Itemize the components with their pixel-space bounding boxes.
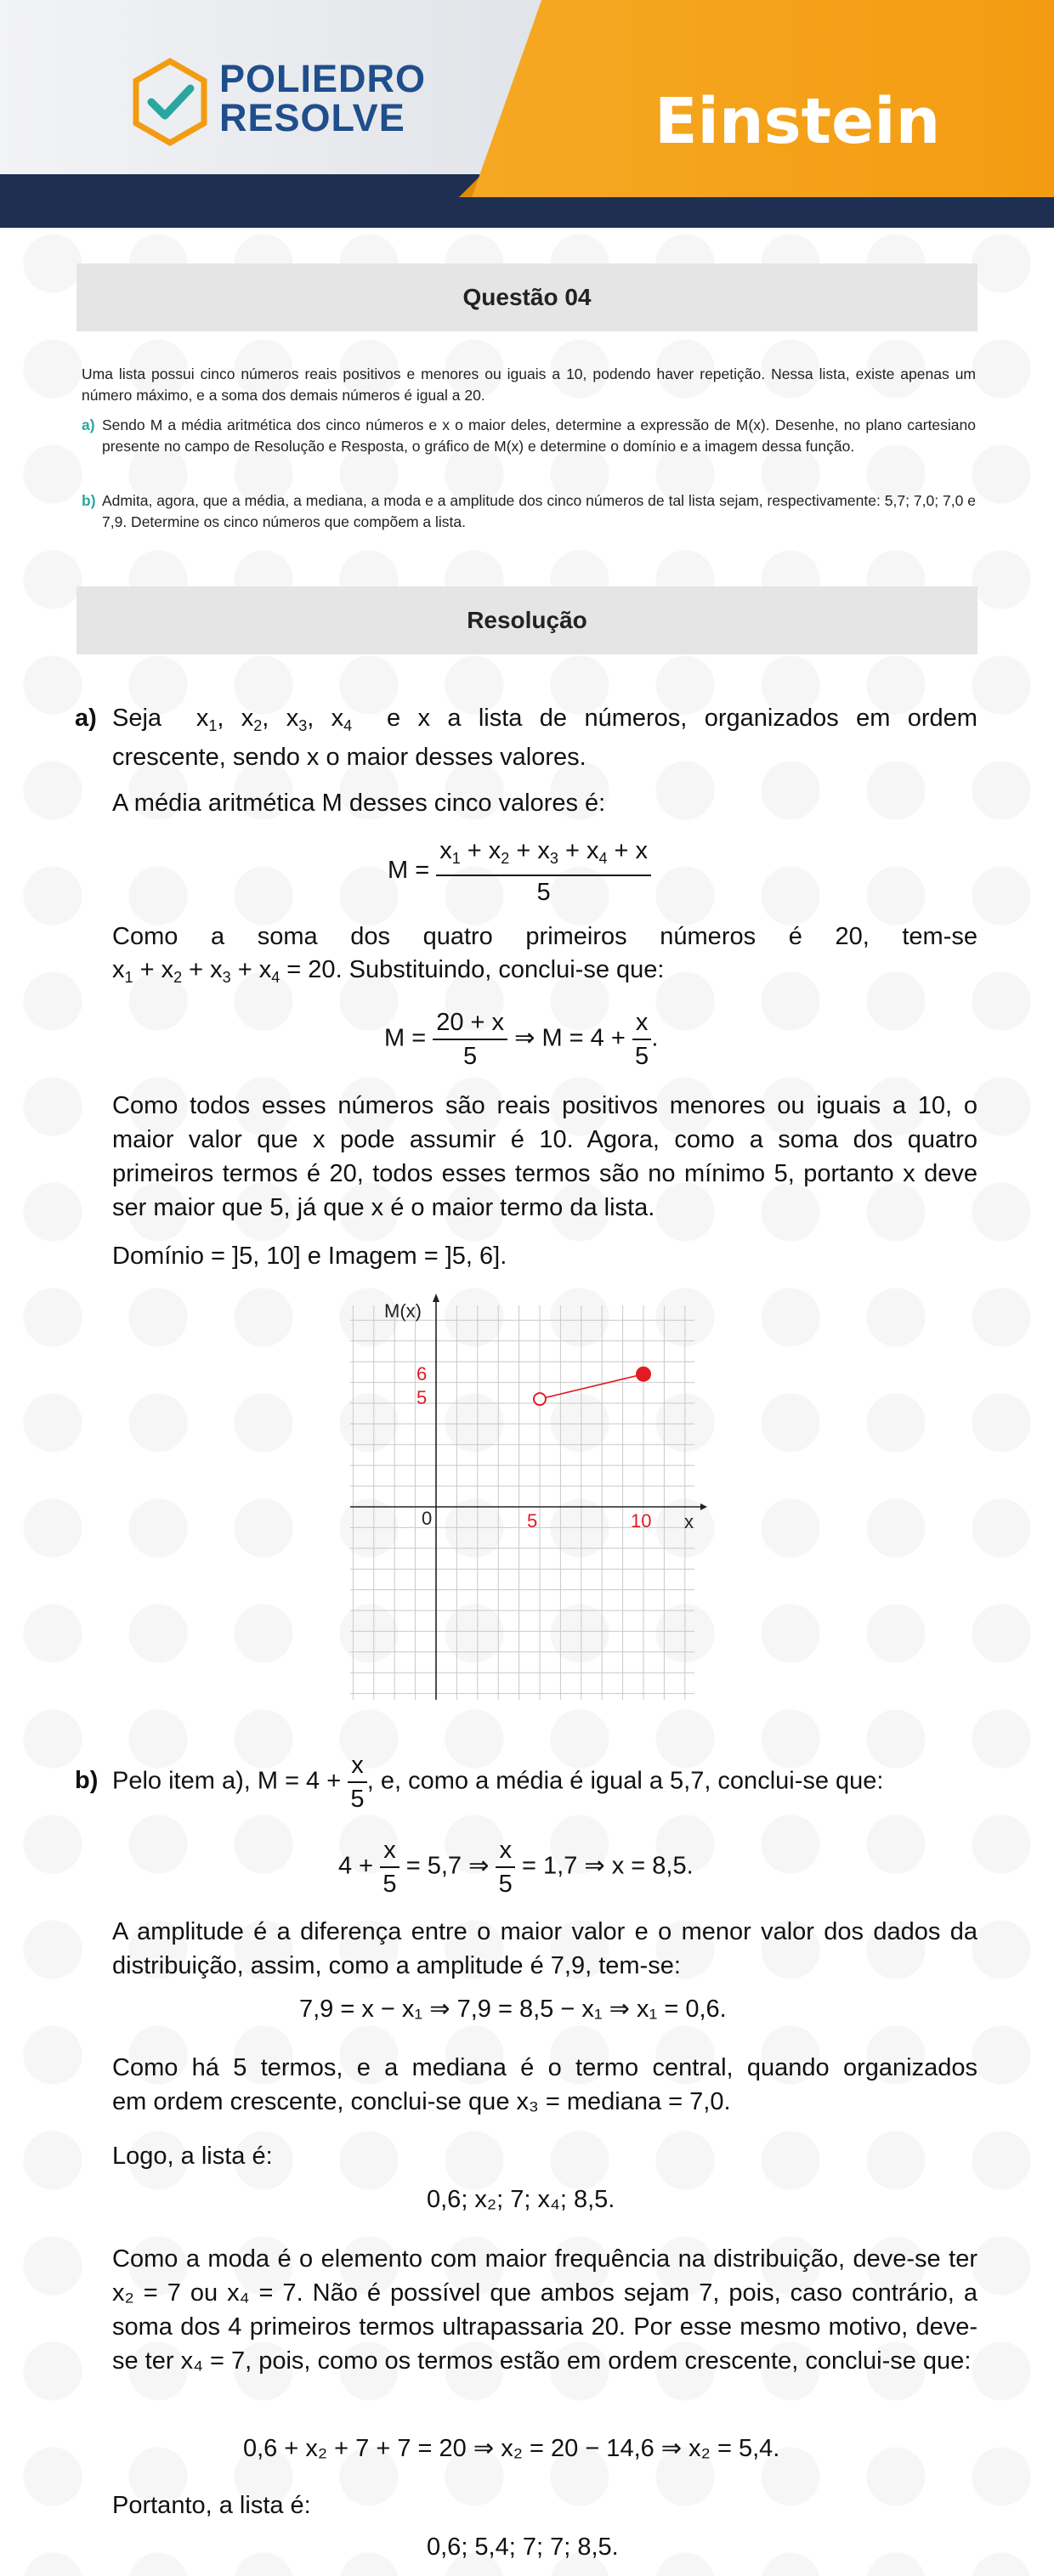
- resolution-a-line1: [112, 701, 978, 743]
- resolution-a-p2: A média aritmética M desses cinco valores é:: [112, 790, 606, 817]
- function-segment: [540, 1374, 643, 1399]
- resolution-b-p4: Logo, a lista é:: [112, 2143, 273, 2170]
- y-tick-5: 5: [416, 1387, 428, 1408]
- question-statement: Uma lista possui cinco números reais positivos e menores ou iguais a 10, podendo haver repetição. Nessa lista, existe apenas um número máximo, e a soma dos demais números é igual a 20.: [82, 365, 976, 404]
- m-of-x-graph: [350, 1292, 707, 1700]
- resolution-a-line2: crescente, sendo x o maior desses valores.: [112, 744, 586, 771]
- item-b-text: Admita, agora, que a média, a mediana, a moda e a amplitude dos cinco números de tal lista sejam, respectivamente: 5,7; 7,0; 7,0 e 7,9. Determine os cinco números que compõem a lista.: [102, 492, 976, 530]
- image-label: e Imagem =: [307, 1243, 439, 1270]
- resolution-a-p3-line2: $x_1 + x_2 + x_3 + x_4 = 20$. Substituindo, conclui-se que:: [112, 956, 665, 986]
- item-a-label: a): [82, 416, 95, 433]
- brand-line-2: RESOLVE: [219, 96, 405, 139]
- x-tick-5: 5: [527, 1510, 538, 1531]
- resolution-b-p2: A amplitude é a diferença entre o maior valor e o menor valor dos dados da distribuição, assim, como a amplitude é 7,9, tem-se:: [112, 1918, 978, 1979]
- resolution-a-p4: Como todos esses números são reais positivos menores ou iguais a 10, o maior valor que x pode assumir é 10. Agora, como a soma dos quatro primeiros termos é 20, todos esses termos são no mínimo 5, portanto x deve ser maior que 5, já que x é o maior termo da lista.: [112, 1092, 978, 1221]
- b-list-1: 0,6; x₂; 7; x₄; 8,5.: [427, 2186, 615, 2213]
- question-item-b: [82, 490, 976, 533]
- resolution-b-line1: Pelo item a), M = 4 + $\frac{x}{5}$ , e, como a média é igual a 5,7, conclui-se que:: [112, 1749, 884, 1815]
- origin-label: 0: [422, 1508, 433, 1529]
- domain-label: Domínio =: [112, 1243, 225, 1270]
- m-of-x-formula: M = $\frac{20 + x}{5}$ ⇒ M = 4 + $\frac{x}{5}$ .: [384, 1006, 658, 1073]
- seja-word: Seja: [112, 705, 162, 732]
- p3-line2-end: . Substituindo, conclui-se que:: [335, 956, 665, 983]
- x-axis-label: x: [684, 1511, 694, 1532]
- resolution-a-p3-line1: Como a soma dos quatro primeiros números é 20, tem-se: [112, 923, 978, 950]
- brand-logo-text: [219, 59, 426, 138]
- domain-image-line: [112, 1239, 978, 1273]
- poliedro-check-logo-icon: [129, 58, 211, 146]
- b-equation-2: 7,9 = x − x₁ ⇒ 7,9 = 8,5 − x₁ ⇒ x₁ = 0,6.: [299, 1996, 727, 2023]
- resolution-b-p5: Como a moda é o elemento com maior frequência na distribuição, deve-se ter x₂ = 7 ou x₄ = 7. Não é possível que ambos sejam 7, pois, caso contrário, a soma dos 4 primeiros termos ultrapassaria 20. Por esse mesmo motivo, deve-se ter x₄ = 7, pois, como os termos estão em ordem crescente, conclui-se que:: [112, 2245, 978, 2375]
- open-point: [534, 1393, 546, 1405]
- y-tick-6: 6: [416, 1363, 428, 1384]
- resolution-title-bar: Resolução: [76, 586, 978, 654]
- y-axis-label: M(x): [384, 1300, 422, 1322]
- graph-grid: [350, 1305, 694, 1700]
- b-list-2: 0,6; 5,4; 7; 7; 8,5.: [427, 2534, 619, 2561]
- item-b-label: b): [82, 492, 96, 509]
- resolution-b-p3-line1: Como há 5 termos, e a mediana é o termo central, quando organizados: [112, 2054, 978, 2081]
- b-equation-1: 4 + $\frac{x}{5}$ = 5,7 ⇒ $\frac{x}{5}$ = 1,7 ⇒ x = 8,5.: [338, 1834, 694, 1900]
- question-title-bar: Questão 04: [76, 263, 978, 331]
- page-header: [0, 0, 1054, 228]
- resolution-b-p3-line2: [112, 2085, 978, 2119]
- exam-title: Einstein: [654, 85, 941, 158]
- resolution-b-label: b): [75, 1767, 99, 1794]
- image-value: ]5, 6].: [445, 1243, 507, 1270]
- b-p3-start: em ordem crescente, conclui-se que: [112, 2088, 510, 2115]
- mean-formula: M = $\frac{x_1 + x_2 + x_3 + x_4 + x}{5}$: [388, 835, 651, 909]
- resolution-b-p6: Portanto, a lista é:: [112, 2492, 311, 2519]
- resolution-a-label: a): [75, 705, 97, 732]
- domain-value: ]5, 10]: [232, 1243, 301, 1270]
- b-line1-start: Pelo item a),: [112, 1767, 251, 1795]
- variables-list: $x_1$, $x_2$, $x_3$, $x_4$: [196, 705, 353, 734]
- resolution-a-line1-end: e x a lista de números, organizados em ordem: [386, 705, 978, 732]
- closed-point: [636, 1367, 651, 1382]
- mean-fraction: $\frac{x_1 + x_2 + x_3 + x_4 + x}{5}$: [436, 835, 651, 909]
- b-line1-end: , e, como a média é igual a 5,7, conclui-se que:: [366, 1767, 884, 1795]
- b-equation-3: 0,6 + x₂ + 7 + 7 = 20 ⇒ x₂ = 20 − 14,6 ⇒ x₂ = 5,4.: [243, 2435, 780, 2462]
- brand-line-1: POLIEDRO: [219, 57, 427, 100]
- x-tick-10: 10: [631, 1510, 652, 1531]
- item-a-text: Sendo M a média aritmética dos cinco números e x o maior deles, determine a expressão de M(x). Desenhe, no plano cartesiano presente no campo de Resolução e Resposta, o gráfico de M(x) e determine o domínio e a imagem dessa função.: [102, 416, 976, 455]
- question-item-a: [82, 415, 976, 457]
- b-p3-eq: x₃ = mediana = 7,0.: [516, 2088, 731, 2115]
- y-axis-arrow: [433, 1294, 439, 1302]
- x-axis-arrow: [700, 1503, 707, 1510]
